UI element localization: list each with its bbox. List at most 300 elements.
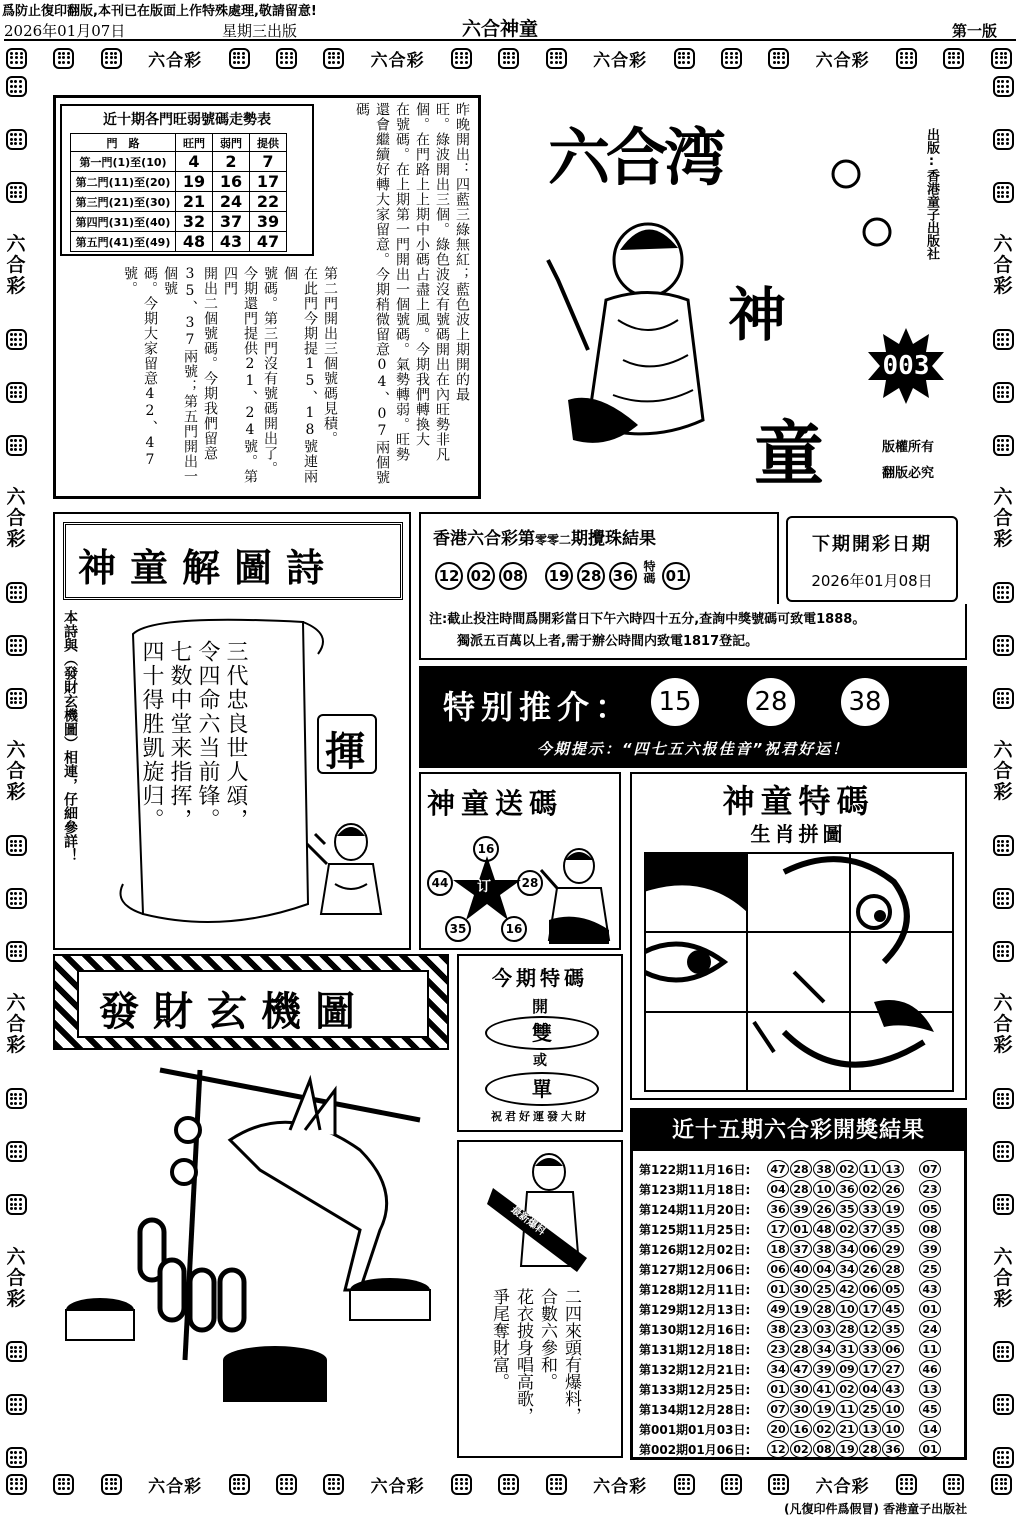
result-ball: 41: [813, 1380, 835, 1398]
result-ball: 28: [790, 1340, 812, 1358]
pick-value: 7: [250, 152, 287, 172]
border-label: 六合彩: [993, 233, 1013, 298]
tonight-bless: 祝君好運發大財: [491, 1110, 589, 1123]
result-ball: 28: [836, 1320, 858, 1338]
tonight-title: 今期特碼: [492, 966, 588, 990]
verse-banner: 最新爆料: [508, 1204, 547, 1238]
col-door: 門 路: [71, 134, 176, 152]
footer-text: (凡復印件爲假冒) 香港童子出版社: [784, 1502, 968, 1516]
result-ball: 17: [859, 1300, 881, 1318]
next-draw-title: 下期開彩日期: [812, 534, 932, 555]
issue-badge: [866, 326, 946, 406]
result-special-ball: 43: [919, 1280, 941, 1298]
table-row: [639, 1339, 941, 1359]
result-ball: 29: [882, 1240, 904, 1258]
trend-header-row: [71, 134, 287, 152]
result-ball: 39: [813, 1360, 835, 1378]
send-ball: 35: [445, 916, 471, 942]
draw-label: 第130期12月16日:: [639, 1322, 751, 1337]
send-code-panel: [419, 772, 621, 950]
results-panel: [630, 1108, 967, 1460]
verse-lines: [487, 1288, 583, 1456]
analysis-col: 今期還門提供21、24號。第四門: [222, 266, 258, 484]
dice-icon: [993, 182, 1014, 203]
border-label: 六合彩: [6, 233, 26, 298]
masthead-logo: 六合湾: [548, 121, 723, 194]
border-label: 六合彩: [370, 1476, 425, 1497]
fortune-title: 發財玄機圖: [99, 989, 369, 1035]
draw-ball: 19: [545, 562, 573, 590]
recommend-panel: [419, 666, 967, 768]
recommend-title: 特别推介：: [443, 688, 634, 726]
col-pick: 提供: [250, 134, 287, 152]
analysis-col: 35、37兩號；第五門開出一個號: [162, 266, 198, 484]
result-ball: 28: [882, 1260, 904, 1278]
dice-icon: [991, 48, 1012, 69]
table-row: [639, 1439, 941, 1459]
table-row: [639, 1199, 941, 1219]
send-ball: 44: [427, 870, 453, 896]
poem-line: 三代忠良世人頌，: [223, 640, 248, 832]
result-ball: 10: [882, 1400, 904, 1418]
pick-value: 22: [250, 192, 287, 212]
tonight-open: 開: [531, 997, 548, 1016]
analysis-col: 號碼。第三門沒有號碼開出了。: [262, 266, 278, 476]
pick-value: 39: [250, 212, 287, 232]
dice-icon: [943, 1474, 964, 1495]
hot-value: 32: [176, 212, 213, 232]
draw-ball: 36: [609, 562, 637, 590]
dice-icon: [896, 48, 917, 69]
fortune-title-box: [77, 970, 429, 1038]
dice-icon: [451, 1474, 472, 1495]
masthead-char-tong: 童: [754, 413, 824, 495]
dice-icon: [6, 635, 27, 656]
pick-value: 47: [250, 232, 287, 252]
child-figure-icon: [305, 814, 395, 924]
verse-panel: [457, 1140, 623, 1458]
table-row: [71, 172, 287, 192]
result-ball: 49: [767, 1300, 789, 1318]
result-ball: 03: [813, 1320, 835, 1338]
dice-icon: [498, 48, 519, 69]
result-ball: 37: [790, 1240, 812, 1258]
weak-value: 43: [213, 232, 250, 252]
result-ball: 06: [859, 1240, 881, 1258]
copyright-line2: 翻版必究: [882, 466, 935, 481]
drum-icon: [66, 1278, 430, 1402]
result-ball: 10: [882, 1420, 904, 1438]
border-right: [991, 76, 1015, 1468]
result-ball: 02: [836, 1380, 858, 1398]
border-label: 六合彩: [6, 1245, 26, 1310]
trend-table-title: 近十期各門旺弱號碼走勢表: [103, 112, 271, 128]
result-ball: 19: [790, 1300, 812, 1318]
result-ball: 42: [836, 1280, 858, 1298]
copy-notice: 爲防止復印翻版,本刊已在版面上作特殊處理,敬請留意!: [2, 4, 317, 19]
weak-value: 16: [213, 172, 250, 192]
result-ball: 34: [813, 1340, 835, 1358]
masthead-art: [528, 150, 918, 490]
dice-icon: [993, 1194, 1014, 1215]
result-ball: 06: [859, 1280, 881, 1298]
draw-label: 第123期11月18日:: [639, 1182, 751, 1197]
border-label: 六合彩: [815, 1476, 870, 1497]
poem-side-note: 本詩與（發財玄機圖）相連，仔細參詳！: [62, 610, 78, 862]
result-ball: 25: [813, 1280, 835, 1298]
dice-icon: [323, 1474, 344, 1495]
special-label: 特碼: [642, 560, 656, 584]
border-label: 六合彩: [370, 50, 425, 71]
result-ball: 38: [813, 1240, 835, 1258]
dice-icon: [6, 435, 27, 456]
table-row: [639, 1219, 941, 1239]
result-ball: 04: [859, 1380, 881, 1398]
result-ball: 17: [859, 1360, 881, 1378]
dice-icon: [768, 48, 789, 69]
special-code-subtitle: 生肖拼圖: [750, 822, 847, 846]
result-ball: 23: [790, 1320, 812, 1338]
draw-result-panel: [419, 512, 779, 606]
hot-value: 48: [176, 232, 213, 252]
dice-icon: [993, 76, 1014, 97]
result-ball: 13: [859, 1420, 881, 1438]
border-bottom: [6, 1470, 1012, 1498]
recommend-ball: 15: [649, 676, 701, 728]
note-line1: 注:截止投注時間爲開彩當日下午六時四十五分,查詢中獎號碼可致電1888。: [429, 612, 866, 627]
analysis-col: 還會繼續好轉大家留意。今期稍微留意04、07兩個號碼: [354, 102, 390, 485]
dice-icon: [993, 129, 1014, 150]
option-even: 雙: [485, 1016, 599, 1050]
recommend-ball: 28: [745, 676, 797, 728]
result-ball: 04: [813, 1260, 835, 1278]
table-row: [639, 1319, 941, 1339]
paper-title: 六合神童: [462, 18, 539, 40]
result-ball: 26: [882, 1180, 904, 1198]
dice-icon: [6, 1194, 27, 1215]
result-ball: 12: [859, 1320, 881, 1338]
draw-label: 第134期12月28日:: [639, 1402, 751, 1417]
table-row: [71, 192, 287, 212]
dice-icon: [721, 48, 742, 69]
result-ball: 10: [836, 1300, 858, 1318]
dice-icon: [6, 182, 27, 203]
result-ball: 27: [882, 1360, 904, 1378]
dice-icon: [993, 435, 1014, 456]
door-label: 第一門(1)至(10): [71, 152, 176, 172]
dice-icon: [6, 888, 27, 909]
analysis-col: 在此門今期提15、18號連兩個: [282, 266, 318, 484]
result-ball: 11: [859, 1160, 881, 1178]
dice-icon: [674, 1474, 695, 1495]
hot-value: 19: [176, 172, 213, 192]
poem-line: 七数中堂来指挥，: [167, 640, 192, 832]
dice-icon: [101, 1474, 122, 1495]
border-label: 六合彩: [993, 486, 1013, 551]
result-ball: 47: [767, 1160, 789, 1178]
result-ball: 35: [882, 1220, 904, 1238]
result-special-ball: 11: [919, 1340, 941, 1358]
dice-icon: [6, 329, 27, 350]
masthead-char-shen: 神: [728, 281, 787, 349]
draw-label: 第131期12月18日:: [639, 1342, 751, 1357]
dice-icon: [6, 1341, 27, 1362]
dice-icon: [323, 48, 344, 69]
result-ball: 21: [836, 1420, 858, 1438]
dice-icon: [229, 48, 250, 69]
door-label: 第三門(21)至(30): [71, 192, 176, 212]
dice-icon: [6, 1141, 27, 1162]
result-special-ball: 13: [919, 1380, 941, 1398]
analysis-col: 昨晚開出：四藍三綠無紅；藍色波上期開的最: [454, 102, 470, 402]
draw-ball: 28: [577, 562, 605, 590]
table-row: [639, 1299, 941, 1319]
result-ball: 01: [790, 1220, 812, 1238]
result-special-ball: 07: [919, 1160, 941, 1178]
draw-ball: 08: [499, 562, 527, 590]
draw-ball: 02: [467, 562, 495, 590]
pick-value: 17: [250, 172, 287, 192]
note-line2: 獨派五百萬以上者,需于辦公時間内致電1817登記。: [457, 634, 759, 649]
poem-panel: [53, 512, 411, 950]
child-banner-icon: [487, 1148, 597, 1278]
result-ball: 08: [813, 1440, 835, 1458]
analysis-col: 碼。今期大家留意42、47號。: [122, 266, 158, 469]
fortune-illustration: [60, 1060, 450, 1410]
poem-title: 神童解圖詩: [78, 546, 339, 590]
result-ball: 39: [790, 1200, 812, 1218]
publisher: 出版:香港童子出版社: [924, 128, 939, 260]
result-ball: 11: [836, 1400, 858, 1418]
door-label: 第四門(31)至(40): [71, 212, 176, 232]
table-row: [639, 1179, 941, 1199]
table-row: [639, 1359, 941, 1379]
note-panel: [419, 604, 967, 660]
next-draw-date: 2026年01月08日: [811, 572, 933, 590]
table-row: [639, 1419, 941, 1439]
result-ball: 19: [813, 1400, 835, 1418]
dice-icon: [6, 48, 27, 69]
door-label: 第二門(11)至(20): [71, 172, 176, 192]
result-ball: 05: [882, 1280, 904, 1298]
dice-icon: [993, 941, 1014, 962]
analysis-col: 開出二個號碼。今期我們留意: [202, 266, 218, 461]
table-row: [639, 1239, 941, 1259]
dice-icon: [993, 382, 1014, 403]
result-ball: 23: [767, 1340, 789, 1358]
result-ball: 43: [882, 1380, 904, 1398]
result-ball: 40: [790, 1260, 812, 1278]
result-special-ball: 01: [919, 1440, 941, 1458]
result-ball: 30: [790, 1280, 812, 1298]
draw-title-start: 香港六合彩第: [433, 529, 535, 549]
table-row: [71, 152, 287, 172]
dice-icon: [6, 1447, 27, 1468]
dice-icon: [276, 48, 297, 69]
door-label: 第五門(41)至(49): [71, 232, 176, 252]
dice-icon: [943, 48, 964, 69]
result-special-ball: 08: [919, 1220, 941, 1238]
dice-icon: [6, 1474, 27, 1495]
border-left: [4, 76, 28, 1468]
result-special-ball: 39: [919, 1240, 941, 1258]
next-draw-panel: [786, 516, 958, 602]
border-label: 六合彩: [148, 1476, 203, 1497]
dice-icon: [6, 382, 27, 403]
col-hot: 旺門: [176, 134, 213, 152]
copyright-line1: 版權所有: [882, 440, 935, 455]
verse-line: 二四來頭有爆料，: [561, 1288, 581, 1424]
dice-icon: [993, 329, 1014, 350]
table-row: [71, 212, 287, 232]
border-label: 六合彩: [993, 992, 1013, 1057]
dice-icon: [993, 1447, 1014, 1468]
dice-icon: [276, 1474, 297, 1495]
draw-label: 第001期01月03日:: [639, 1422, 751, 1437]
result-ball: 06: [882, 1340, 904, 1358]
result-ball: 02: [790, 1440, 812, 1458]
fortune-title-frame: [53, 954, 449, 1050]
result-ball: 19: [882, 1200, 904, 1218]
draw-label: 第132期12月21日:: [639, 1362, 751, 1377]
result-special-ball: 25: [919, 1260, 941, 1278]
result-ball: 17: [767, 1220, 789, 1238]
dice-icon: [993, 835, 1014, 856]
result-ball: 19: [836, 1440, 858, 1458]
result-ball: 48: [813, 1220, 835, 1238]
draw-label: 第128期12月11日:: [639, 1282, 751, 1297]
result-ball: 28: [813, 1300, 835, 1318]
poem-line: 令四命六当前锋。: [195, 640, 220, 832]
draw-issue: 零零二: [535, 533, 572, 547]
table-row: [71, 232, 287, 252]
special-code-title: 神童特碼: [722, 782, 875, 820]
result-special-ball: 24: [919, 1320, 941, 1338]
star-char: 订: [477, 879, 491, 895]
recommend-tip: 今期提示：“四七五六报佳音”祝君好运！: [536, 740, 850, 758]
verse-line: 花衣披身唱高歌，: [513, 1288, 533, 1424]
result-ball: 36: [882, 1440, 904, 1458]
analysis-col: 在號碼。在上期第一門開出一個號碼。氣勢轉弱。旺勢: [394, 102, 410, 462]
send-ball: 16: [473, 836, 499, 862]
result-ball: 37: [859, 1220, 881, 1238]
dice-icon: [993, 635, 1014, 656]
dice-icon: [993, 688, 1014, 709]
dice-icon: [768, 1474, 789, 1495]
analysis-upper: [352, 102, 472, 492]
child-figure-icon: [548, 224, 703, 443]
result-special-ball: 05: [919, 1200, 941, 1218]
weak-value: 24: [213, 192, 250, 212]
draw-label: 第124期11月20日:: [639, 1202, 751, 1217]
result-ball: 12: [767, 1440, 789, 1458]
dice-icon: [993, 1394, 1014, 1415]
dice-icon: [101, 48, 122, 69]
draw-label: 第127期12月06日:: [639, 1262, 751, 1277]
dice-icon: [721, 1474, 742, 1495]
result-ball: 28: [790, 1180, 812, 1198]
result-ball: 18: [767, 1240, 789, 1258]
results-title: 近十五期六合彩開獎結果: [633, 1111, 964, 1151]
issue-weekday: 星期三出版: [222, 22, 298, 40]
dice-icon: [6, 941, 27, 962]
result-ball: 28: [790, 1160, 812, 1178]
result-ball: 25: [859, 1400, 881, 1418]
result-ball: 06: [767, 1260, 789, 1278]
analysis-col: 第二門開出三個號碼見積。: [322, 266, 338, 446]
dice-icon: [6, 1088, 27, 1109]
dice-icon: [993, 888, 1014, 909]
result-ball: 31: [836, 1340, 858, 1358]
border-label: 六合彩: [6, 992, 26, 1057]
scroll-char-frame: [317, 714, 377, 774]
draw-label: 第126期12月02日:: [639, 1242, 751, 1257]
special-code-panel: [630, 772, 967, 1100]
border-label: 六合彩: [993, 739, 1013, 804]
result-ball: 01: [767, 1280, 789, 1298]
result-ball: 33: [859, 1340, 881, 1358]
result-ball: 33: [859, 1200, 881, 1218]
result-ball: 02: [836, 1160, 858, 1178]
result-ball: 04: [767, 1180, 789, 1198]
dice-icon: [993, 582, 1014, 603]
table-row: [639, 1279, 941, 1299]
poem-lines: [137, 640, 249, 880]
result-ball: 02: [813, 1420, 835, 1438]
draw-label: 第129期12月13日:: [639, 1302, 751, 1317]
send-ball: 28: [517, 870, 543, 896]
result-ball: 09: [836, 1360, 858, 1378]
draw-numbers: [435, 560, 690, 592]
result-ball: 28: [859, 1440, 881, 1458]
trend-panel: [53, 95, 481, 499]
dice-icon: [53, 48, 74, 69]
dice-icon: [6, 582, 27, 603]
scroll-char: 揮: [325, 729, 365, 775]
poem-title-frame: [63, 522, 403, 600]
send-code-title: 神童送碼: [427, 787, 564, 820]
draw-title-end: 期攪珠結果: [571, 529, 657, 549]
result-ball: 07: [767, 1400, 789, 1418]
result-ball: 36: [836, 1180, 858, 1198]
result-special-ball: 14: [919, 1420, 941, 1438]
border-label: 六合彩: [815, 50, 870, 71]
dice-icon: [6, 1394, 27, 1415]
result-ball: 34: [836, 1260, 858, 1278]
recommend-ball: 38: [839, 676, 891, 728]
table-row: [639, 1159, 941, 1179]
analysis-col: 個。在門路上上期中小碼占盡上風。今期我們轉換大: [414, 102, 430, 447]
draw-title: [433, 524, 656, 549]
poem-line: 四十得胜凱旋归。: [139, 640, 164, 832]
result-ball: 20: [767, 1420, 789, 1438]
send-ball: 16: [501, 916, 527, 942]
result-ball: 35: [836, 1200, 858, 1218]
result-ball: 01: [767, 1380, 789, 1398]
decor-circle-icon: [833, 161, 859, 187]
weak-value: 37: [213, 212, 250, 232]
header-rule: [4, 39, 1016, 41]
verse-line: 爭尾奪財富。: [489, 1288, 509, 1390]
hot-value: 21: [176, 192, 213, 212]
result-special-ball: 45: [919, 1400, 941, 1418]
border-label: 六合彩: [593, 50, 648, 71]
dice-icon: [546, 48, 567, 69]
result-ball: 26: [859, 1260, 881, 1278]
result-ball: 10: [813, 1180, 835, 1198]
dice-icon: [993, 1141, 1014, 1162]
dice-icon: [993, 1088, 1014, 1109]
